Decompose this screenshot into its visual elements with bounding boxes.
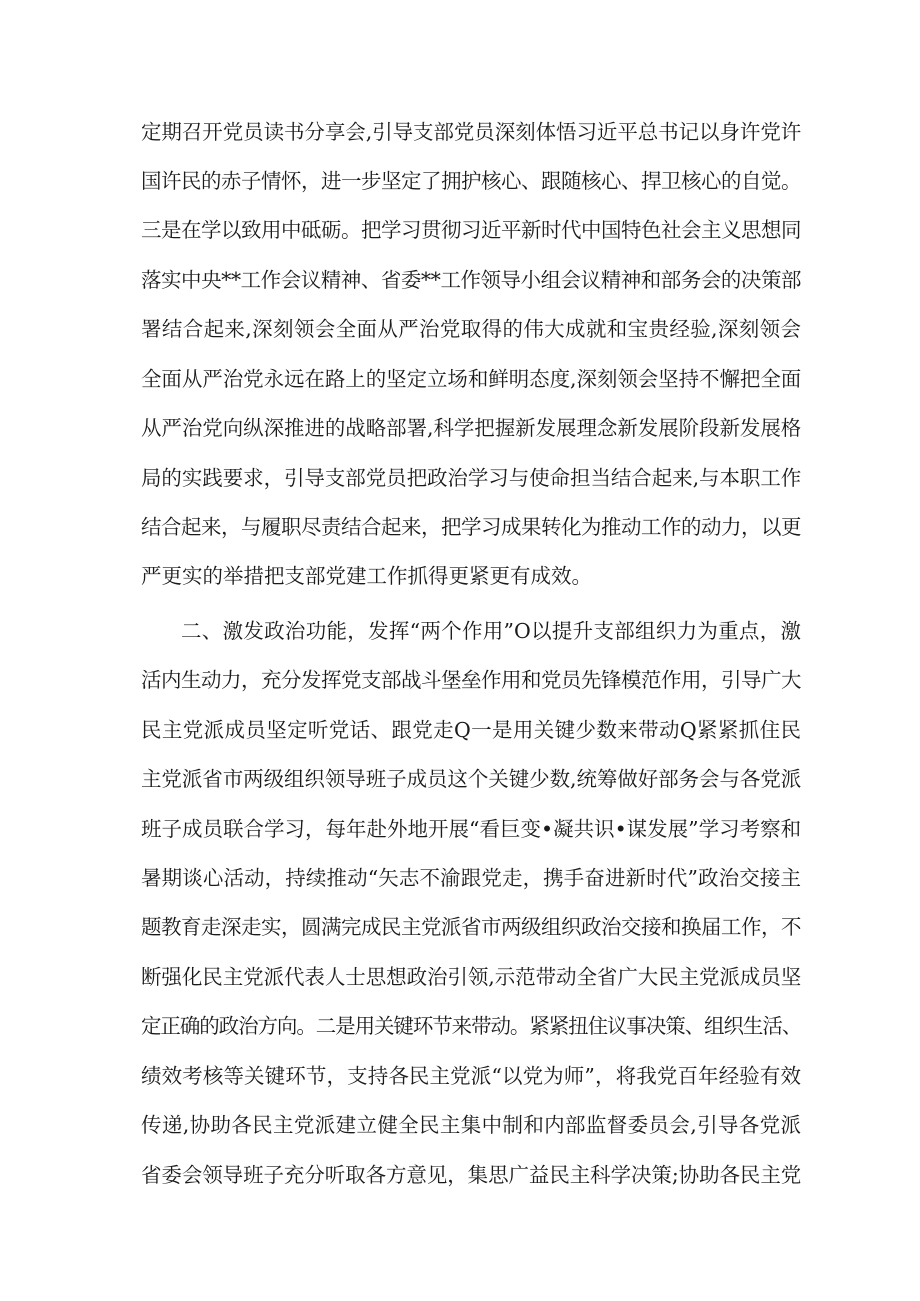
- text-line: 全面从严治党永远在路上的坚定立场和鲜明态度,深刻领会坚持不懈把全面: [141, 367, 801, 391]
- text-line: 从严治党向纵深推进的战略部署,科学把握新发展理念新发展阶段新发展格: [141, 416, 801, 440]
- text-line: 局的实践要求，引导支部党员把政治学习与使命担当结合起来,与本职工作: [141, 466, 801, 490]
- text-line: 落实中央**工作会议精神、省委**工作领导小组会议精神和部务会的决策部: [141, 268, 801, 292]
- text-line: 结合起来，与履职尽责结合起来，把学习成果转化为推动工作的动力，以更: [141, 515, 801, 539]
- text-line: 传递,协助各民主党派建立健全民主集中制和内部监督委员会,引导各党派: [141, 1113, 801, 1137]
- text-line: 主党派省市两级组织领导班子成员这个关键少数,统筹做好部务会与各党派: [141, 767, 801, 791]
- text-line: 国许民的赤子情怀，进一步坚定了拥护核心、跟随核心、捍卫核心的自觉。: [141, 169, 801, 193]
- text-line: 定期召开党员读书分享会,引导支部党员深刻体悟习近平总书记以身许党许: [141, 120, 801, 144]
- paragraph-start-line: 二、激发政治功能，发挥“两个作用”O以提升支部组织力为重点，激: [181, 619, 801, 643]
- text-line: 班子成员联合学习，每年赴外地开展“看巨变•凝共识•谋发展”学习考察和: [141, 817, 802, 841]
- text-line: 活内生动力，充分发挥党支部战斗堡垒作用和党员先锋模范作用，引导广大: [141, 668, 801, 692]
- text-line: 题教育走深走实，圆满完成民主党派省市两级组织政治交接和换届工作，不: [141, 915, 801, 939]
- text-line-paragraph-end: 严更实的举措把支部党建工作抓得更紧更有成效。: [141, 564, 592, 588]
- text-line: 民主党派成员坚定听党话、跟党走Q一是用关键少数来带动Q紧紧抓住民: [141, 718, 801, 742]
- text-line: 定正确的政治方向。二是用关键环节来带动。紧紧扭住议事决策、组织生活、: [141, 1014, 801, 1038]
- text-line: 署结合起来,深刻领会全面从严治党取得的伟大成就和宝贵经验,深刻领会: [141, 317, 801, 341]
- text-line: 暑期谈心活动，持续推动“矢志不渝跟党走，携手奋进新时代”政治交接主: [141, 866, 801, 890]
- text-line: 断强化民主党派代表人士思想政治引领,示范带动全省广大民主党派成员坚: [141, 965, 801, 989]
- text-line: 绩效考核等关键环节，支持各民主党派“以党为师”，将我党百年经验有效: [141, 1064, 801, 1088]
- text-line: 省委会领导班子充分听取各方意见，集思广益民主科学决策;协助各民主党: [141, 1163, 801, 1187]
- text-line: 三是在学以致用中砥砺。把学习贯彻习近平新时代中国特色社会主义思想同: [141, 218, 801, 242]
